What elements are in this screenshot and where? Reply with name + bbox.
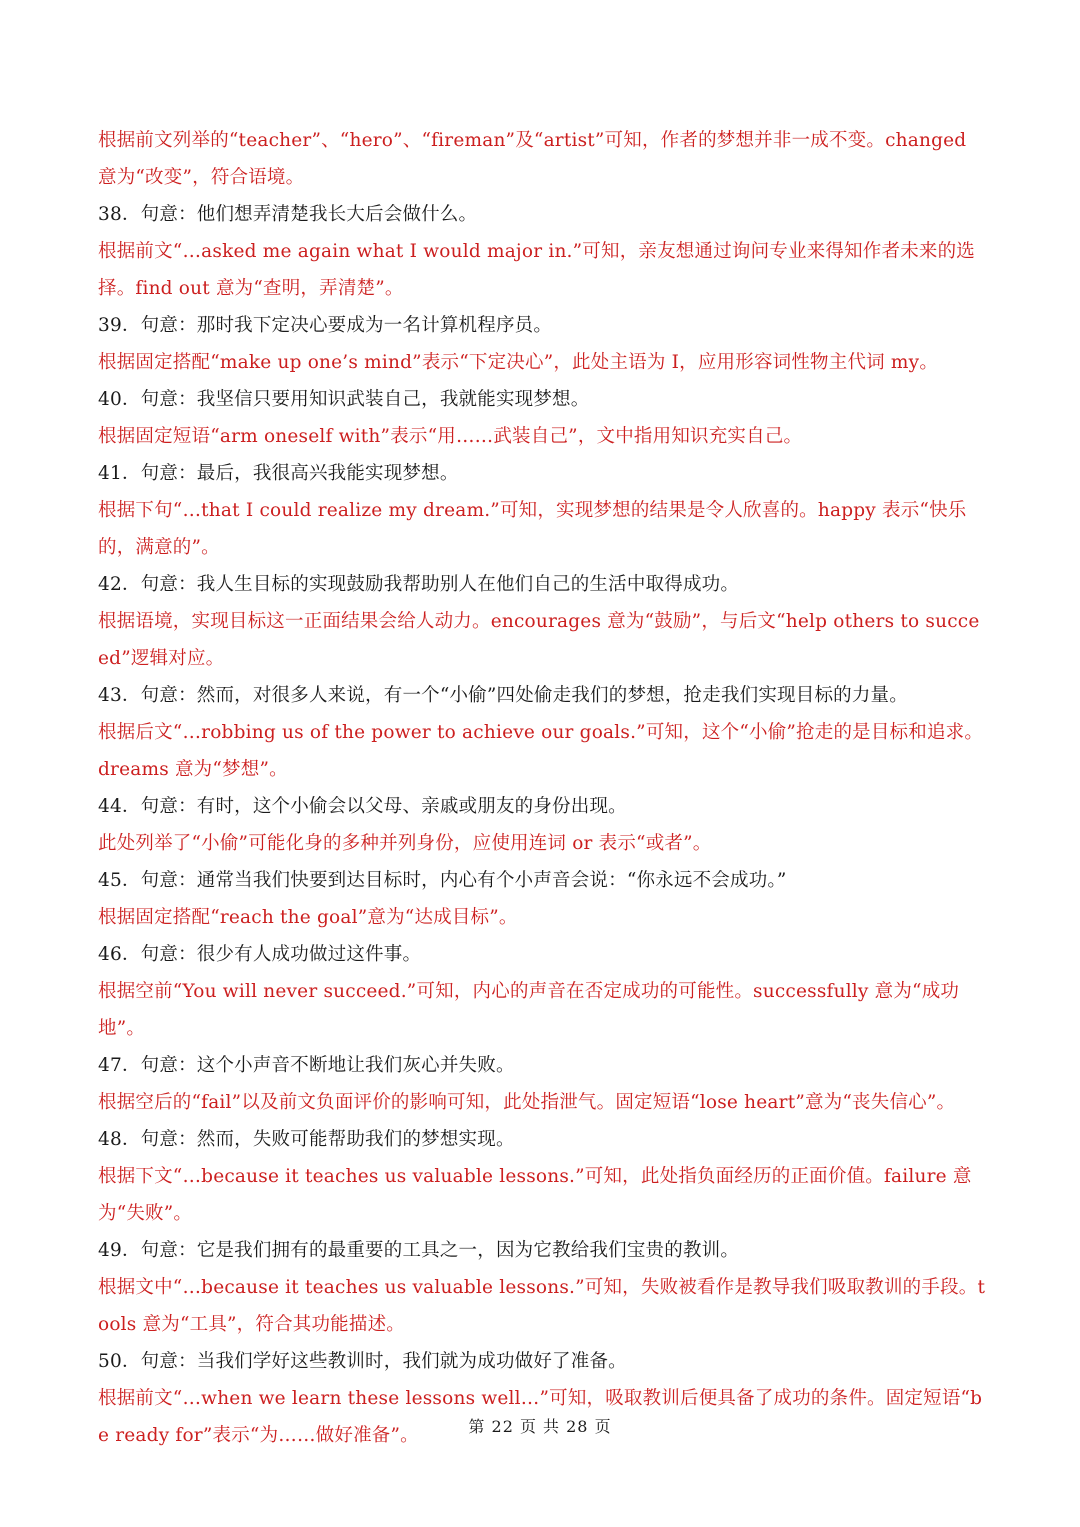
explanation-line: 根据语境，实现目标这一正面结果会给人动力。encourages 意为“鼓励”，与后文“help others to succeed”逻辑对应。 — [98, 611, 980, 669]
explanation-line: 根据后文“…robbing us of the power to achieve our goals.”可知，这个“小偷”抢走的是目标和追求。dreams 意为“梦想”。 — [98, 722, 984, 780]
question-line: 42．句意：我人生目标的实现鼓励我帮助别人在他们自己的生活中取得成功。 — [98, 574, 740, 595]
explanation-line: 根据前文列举的“teacher”、“hero”、“fireman”及“artist”可知，作者的梦想并非一成不变。changed 意为“改变”，符合语境。 — [98, 130, 967, 188]
explanation-line: 根据固定搭配“make up one’s mind”表示“下定决心”，此处主语为 I，应用形容词性物主代词 my。 — [98, 352, 939, 373]
question-line: 49．句意：它是我们拥有的最重要的工具之一，因为它教给我们宝贵的教训。 — [98, 1240, 740, 1261]
explanation-line: 根据空后的“fail”以及前文负面评价的影响可知，此处指泄气。固定短语“lose heart”意为“丧失信心”。 — [98, 1092, 956, 1113]
question-line: 40．句意：我坚信只要用知识武装自己，我就能实现梦想。 — [98, 389, 590, 410]
explanation-line: 根据前文“…when we learn these lessons well…”可知，吸取教训后便具备了成功的条件。固定短语“be ready for”表示“为……做好准备”。 — [98, 1388, 983, 1446]
explanation-line: 根据固定短语“arm oneself with”表示“用……武装自己”，文中指用知识充实自己。 — [98, 426, 803, 447]
question-line: 47．句意：这个小声音不断地让我们灰心并失败。 — [98, 1055, 515, 1076]
question-line: 41．句意：最后，我很高兴我能实现梦想。 — [98, 463, 459, 484]
explanation-line: 根据空前“You will never succeed.”可知，内心的声音在否定成功的可能性。successfully 意为“成功地”。 — [98, 981, 960, 1039]
question-line: 44．句意：有时，这个小偷会以父母、亲戚或朋友的身份出现。 — [98, 796, 627, 817]
explanation-line: 根据固定搭配“reach the goal”意为“达成目标”。 — [98, 907, 518, 928]
explanation-line: 根据下句“…that I could realize my dream.”可知，实现梦想的结果是令人欣喜的。happy 表示“快乐的，满意的”。 — [98, 500, 967, 558]
answer-explanations — [98, 122, 988, 1454]
question-line: 43．句意：然而，对很多人来说，有一个“小偷”四处偷走我们的梦想，抢走我们实现目标的力量。 — [98, 685, 908, 706]
explanation-line: 根据文中“…because it teaches us valuable lessons.”可知，失败被看作是教导我们吸取教训的手段。tools 意为“工具”，符合其功能描述。 — [98, 1277, 986, 1335]
question-line: 50．句意：当我们学好这些教训时，我们就为成功做好了准备。 — [98, 1351, 627, 1372]
explanation-line: 此处列举了“小偷”可能化身的多种并列身份，应使用连词 or 表示“或者”。 — [98, 833, 712, 854]
question-line: 46．句意：很少有人成功做过这件事。 — [98, 944, 422, 965]
question-line: 45．句意：通常当我们快要到达目标时，内心有个小声音会说：“你永远不会成功。” — [98, 870, 787, 891]
page-footer: 第 22 页 共 28 页 — [468, 1417, 612, 1436]
question-line: 39．句意：那时我下定决心要成为一名计算机程序员。 — [98, 315, 553, 336]
question-line: 48．句意：然而，失败可能帮助我们的梦想实现。 — [98, 1129, 515, 1150]
explanation-line: 根据下文“…because it teaches us valuable lessons.”可知，此处指负面经历的正面价值。failure 意为“失败”。 — [98, 1166, 972, 1224]
explanation-line: 根据前文“…asked me again what I would major in.”可知，亲友想通过询问专业来得知作者未来的选择。find out 意为“查明，弄清楚”。 — [98, 241, 976, 299]
question-line: 38．句意：他们想弄清楚我长大后会做什么。 — [98, 204, 478, 225]
